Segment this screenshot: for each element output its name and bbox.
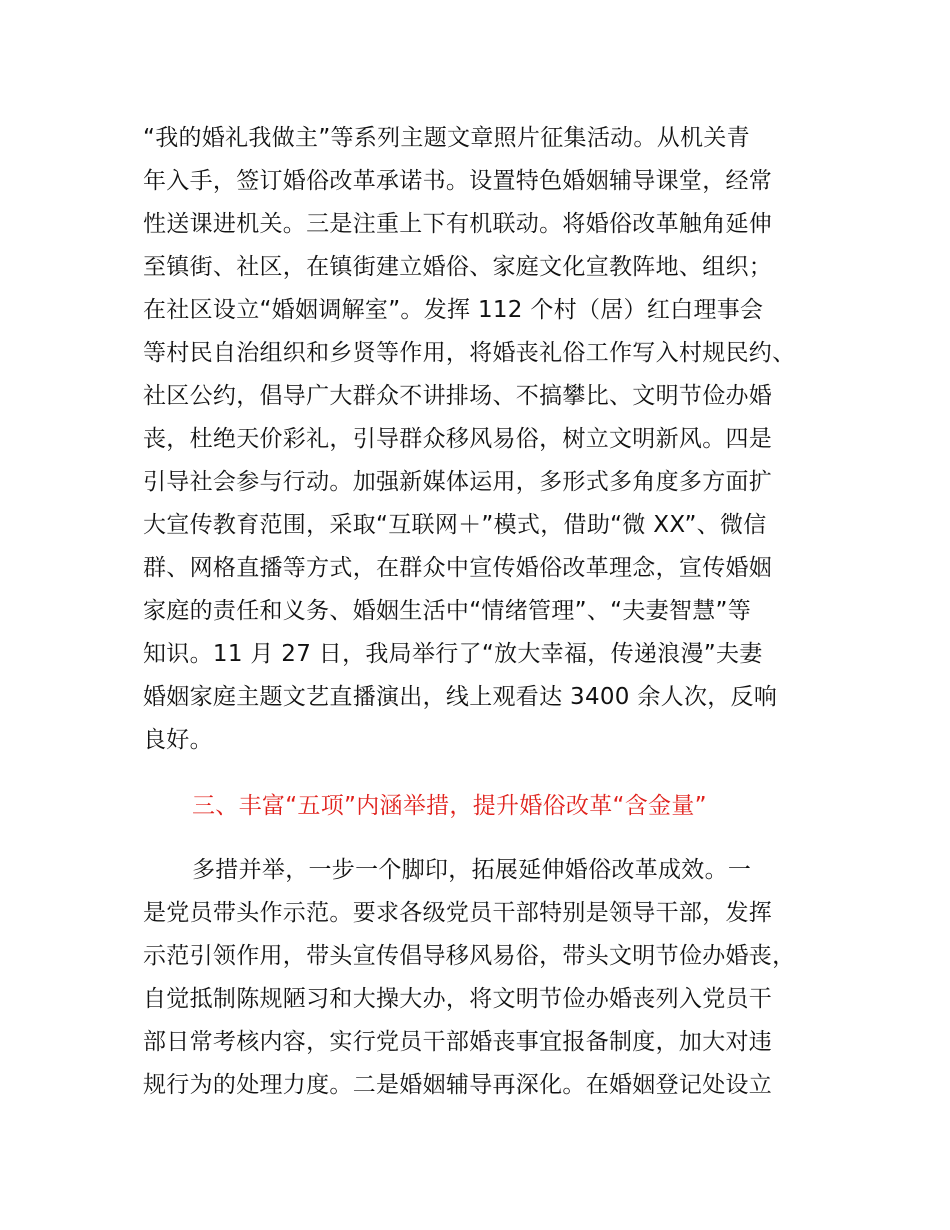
- section-heading: 三、丰富“五项”内涵举措，提升婚俗改革“含金量”: [192, 793, 707, 819]
- paragraph-line: 部日常考核内容，实行党员干部婚丧事宜报备制度，加大对违: [143, 1029, 773, 1055]
- paragraph-line: 知识。11 月 27 日，我局举行了“放大幸福，传递浪漫”夫妻: [143, 641, 763, 667]
- paragraph-line: 年入手，签订婚俗改革承诺书。设置特色婚姻辅导课堂，经常: [143, 168, 773, 194]
- paragraph-line: 良好。: [143, 727, 213, 753]
- paragraph-line: 在社区设立“婚姻调解室”。发挥 112 个村（居）红白理事会: [143, 297, 764, 323]
- paragraph-line: 规行为的处理力度。二是婚姻辅导再深化。在婚姻登记处设立: [143, 1072, 773, 1098]
- paragraph-line: 家庭的责任和义务、婚姻生活中“情绪管理”、“夫妻智慧”等: [143, 598, 752, 624]
- paragraph-line: 至镇街、社区，在镇街建立婚俗、家庭文化宣教阵地、组织；: [143, 254, 773, 280]
- paragraph-line: 社区公约，倡导广大群众不讲排场、不搞攀比、文明节俭办婚: [143, 383, 773, 409]
- paragraph-line: “我的婚礼我做主”等系列主题文章照片征集活动。从机关青: [143, 125, 750, 151]
- paragraph-line: 性送课进机关。三是注重上下有机联动。将婚俗改革触角延伸: [143, 211, 773, 237]
- paragraph-line: 是党员带头作示范。要求各级党员干部特别是领导干部，发挥: [143, 900, 773, 926]
- paragraph-line: 群、网格直播等方式，在群众中宣传婚俗改革理念，宣传婚姻: [143, 555, 773, 581]
- paragraph-line: 引导社会参与行动。加强新媒体运用，多形式多角度多方面扩: [143, 469, 773, 495]
- paragraph-line: 丧，杜绝天价彩礼，引导群众移风易俗，树立文明新风。四是: [143, 426, 773, 452]
- paragraph-line: 大宣传教育范围，采取“互联网＋”模式，借助“微 XX”、微信: [143, 512, 767, 538]
- paragraph-line: 等村民自治组织和乡贤等作用，将婚丧礼俗工作写入村规民约、: [143, 340, 796, 366]
- paragraph-line: 示范引领作用，带头宣传倡导移风易俗，带头文明节俭办婚丧，: [143, 943, 796, 969]
- paragraph-line: 多措并举，一步一个脚印，拓展延伸婚俗改革成效。一: [192, 857, 752, 883]
- paragraph-line: 自觉抵制陈规陋习和大操大办，将文明节俭办婚丧列入党员干: [143, 986, 773, 1012]
- paragraph-line: 婚姻家庭主题文艺直播演出，线上观看达 3400 余人次，反响: [143, 684, 778, 710]
